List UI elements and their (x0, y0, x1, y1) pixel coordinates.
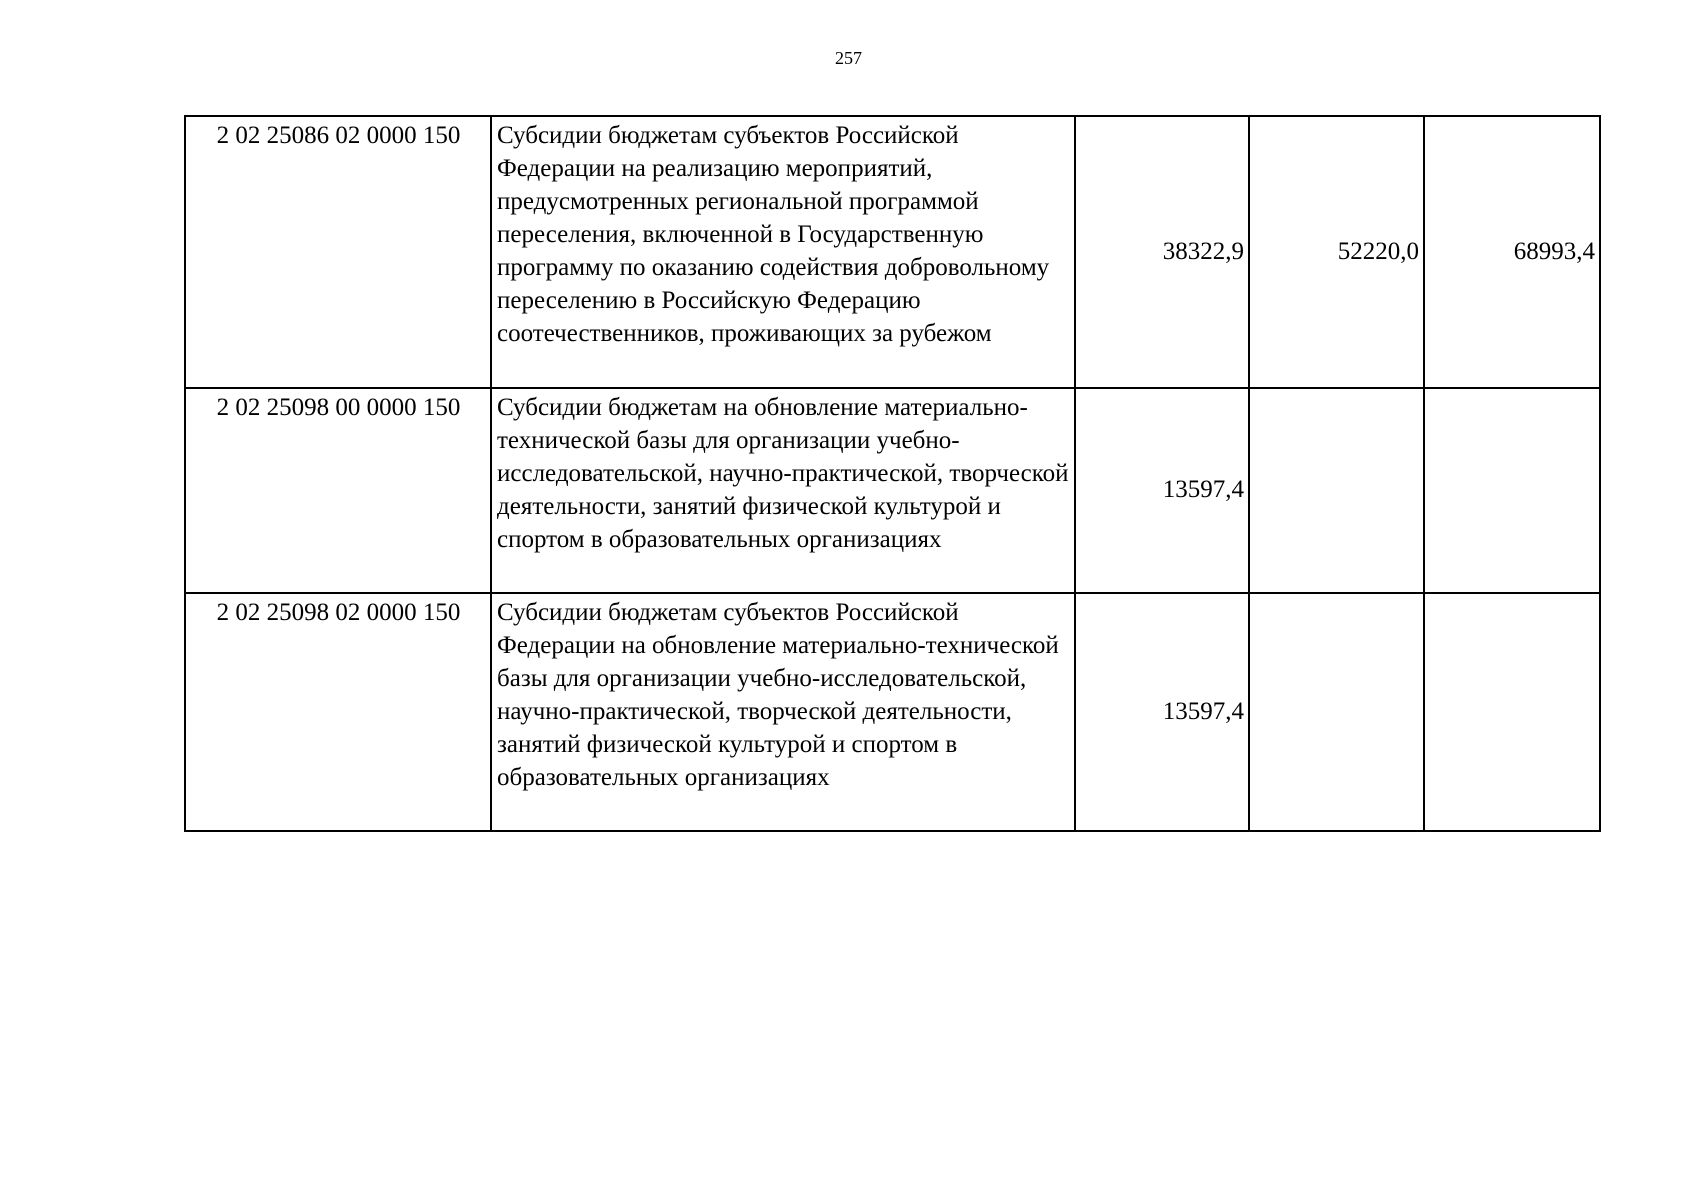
value-cell-3 (1424, 593, 1600, 831)
value-cell-1: 13597,4 (1075, 388, 1249, 593)
description-cell: Субсидии бюджетам на обновление материально-технической базы для организации учебно-исследовательской, научно-практической, творческой деятельности, занятий физической культурой и спортом в образовательных организациях (491, 388, 1075, 593)
description-cell: Субсидии бюджетам субъектов Российской Федерации на реализацию мероприятий, предусмотренных региональной программой переселения, включенной в Государственную программу по оказанию содействия добровольному переселению в Российскую Федерацию соотечественников, проживающих за рубежом (491, 116, 1075, 388)
value-cell-3 (1424, 388, 1600, 593)
table-row (185, 388, 1600, 593)
value-cell-3: 68993,4 (1424, 116, 1600, 388)
budget-code-cell: 2 02 25098 00 0000 150 (185, 388, 491, 593)
table-row (185, 593, 1600, 831)
budget-revenue-table (184, 115, 1601, 832)
value-cell-2 (1249, 388, 1424, 593)
value-cell-2 (1249, 593, 1424, 831)
value-cell-1: 13597,4 (1075, 593, 1249, 831)
table-row (185, 116, 1600, 388)
page-number: 257 (835, 48, 862, 68)
value-cell-2: 52220,0 (1249, 116, 1424, 388)
value-cell-1: 38322,9 (1075, 116, 1249, 388)
budget-code-cell: 2 02 25098 02 0000 150 (185, 593, 491, 831)
description-cell: Субсидии бюджетам субъектов Российской Федерации на обновление материально-технической базы для организации учебно-исследовательской, научно-практической, творческой деятельности, занятий физической культурой и спортом в образовательных организациях (491, 593, 1075, 831)
budget-code-cell: 2 02 25086 02 0000 150 (185, 116, 491, 388)
